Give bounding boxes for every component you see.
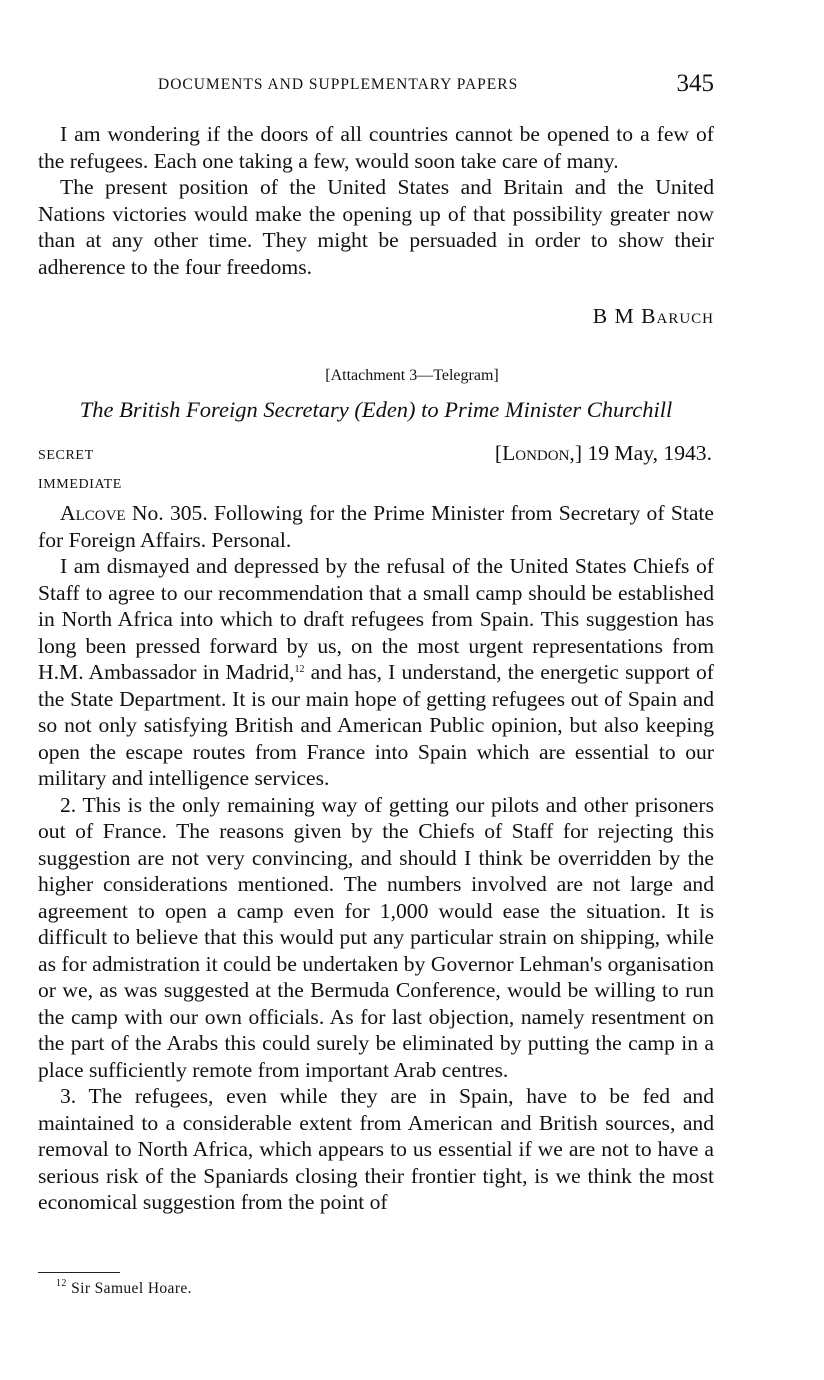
footnote-reference: 12 [294,664,305,675]
classification-secret: SECRET [38,448,94,463]
running-head [38,72,714,102]
footnote [56,1280,192,1298]
telegram-paragraph-1-text-a: I am dismayed and depressed by the refusal of the United States Chiefs of Staff to agree to our recommendation that a small camp should be established in North Africa into which to draft refugees from Spain. This suggestion has long been pressed forward by us, on the most urgent representations from H.M. Ambassador in Madrid, [38,554,714,684]
telegram-code-word: Alcove [60,501,126,525]
telegram-paragraph-2: 2. This is the only remaining way of getting our pilots and other prisoners out of France. The reasons given by the Chiefs of Staff for rejecting this suggestion are not very convincing, and should I think be overridden by the higher considerations mentioned. The numbers involved are not large and agreement to open a camp even for 1,000 would ease the situation. It is difficult to believe that this would put any particular strain on shipping, while as for admistration it could be undertaken by Governor Lehman's organisation or we, as was suggested at the Bermuda Conference, would be willing to run the camp with our own officials. As for last objection, namely resentment on the part of the Arabs this could surely be eliminated by putting the camp in a place sufficiently remote from important Arab centres. [38,792,714,1082]
telegram-opening [38,500,714,553]
running-title: DOCUMENTS AND SUPPLEMENTARY PAPERS [158,76,519,93]
letter-body [38,121,714,280]
telegram-date: 19 May, 1943. [587,441,712,465]
telegram-body [38,500,714,1216]
footnote-text: Sir Samuel Hoare. [66,1280,192,1297]
telegram-dateline [495,441,712,466]
telegram-paragraph-1 [38,553,714,792]
footnote-rule [38,1272,120,1273]
telegram-paragraph-3: 3. The refugees, even while they are in Spain, have to be fed and maintained to a considerable extent from American and British sources, and removal to North Africa, which appears to us essential if we are not to have a serious risk of the Spaniards closing their frontier tight, is we think the most economical suggestion from the point of [38,1084,714,1214]
signature: B M Baruch [592,304,714,328]
footnote-number: 12 [56,1278,67,1289]
telegram-heading: The British Foreign Secretary (Eden) to Prime Minister Churchill [79,397,673,422]
classification-immediate: IMMEDIATE [38,477,122,492]
telegram-paragraph-1-text-b: and has, I understand, the energetic support of the State Department. It is our main hope of getting refugees out of Spain and so not only satisfying British and American Public opinion, but also keeping open the escape routes from France into Spain which are essential to our military and intelligence services. [38,660,714,790]
telegram-opening-text: No. 305. Following for the Prime Minister from Secretary of State for Foreign Affairs. Personal. [38,501,714,552]
telegram-meta [38,441,714,467]
attachment-label: [Attachment 3—Telegram] [325,367,499,384]
letter-paragraph-1: I am wondering if the doors of all countries cannot be opened to a few of the refugees. Each one taking a few, would soon take care of many. [38,122,714,173]
page-number: 345 [676,70,714,97]
letter-paragraph-2: The present position of the United States and Britain and the United Nations victories would make the opening up of that possibility greater now than at any other time. They might be persuaded in order to show their adherence to the four freedoms. [38,175,714,279]
telegram-place: [London,] [494,441,583,465]
